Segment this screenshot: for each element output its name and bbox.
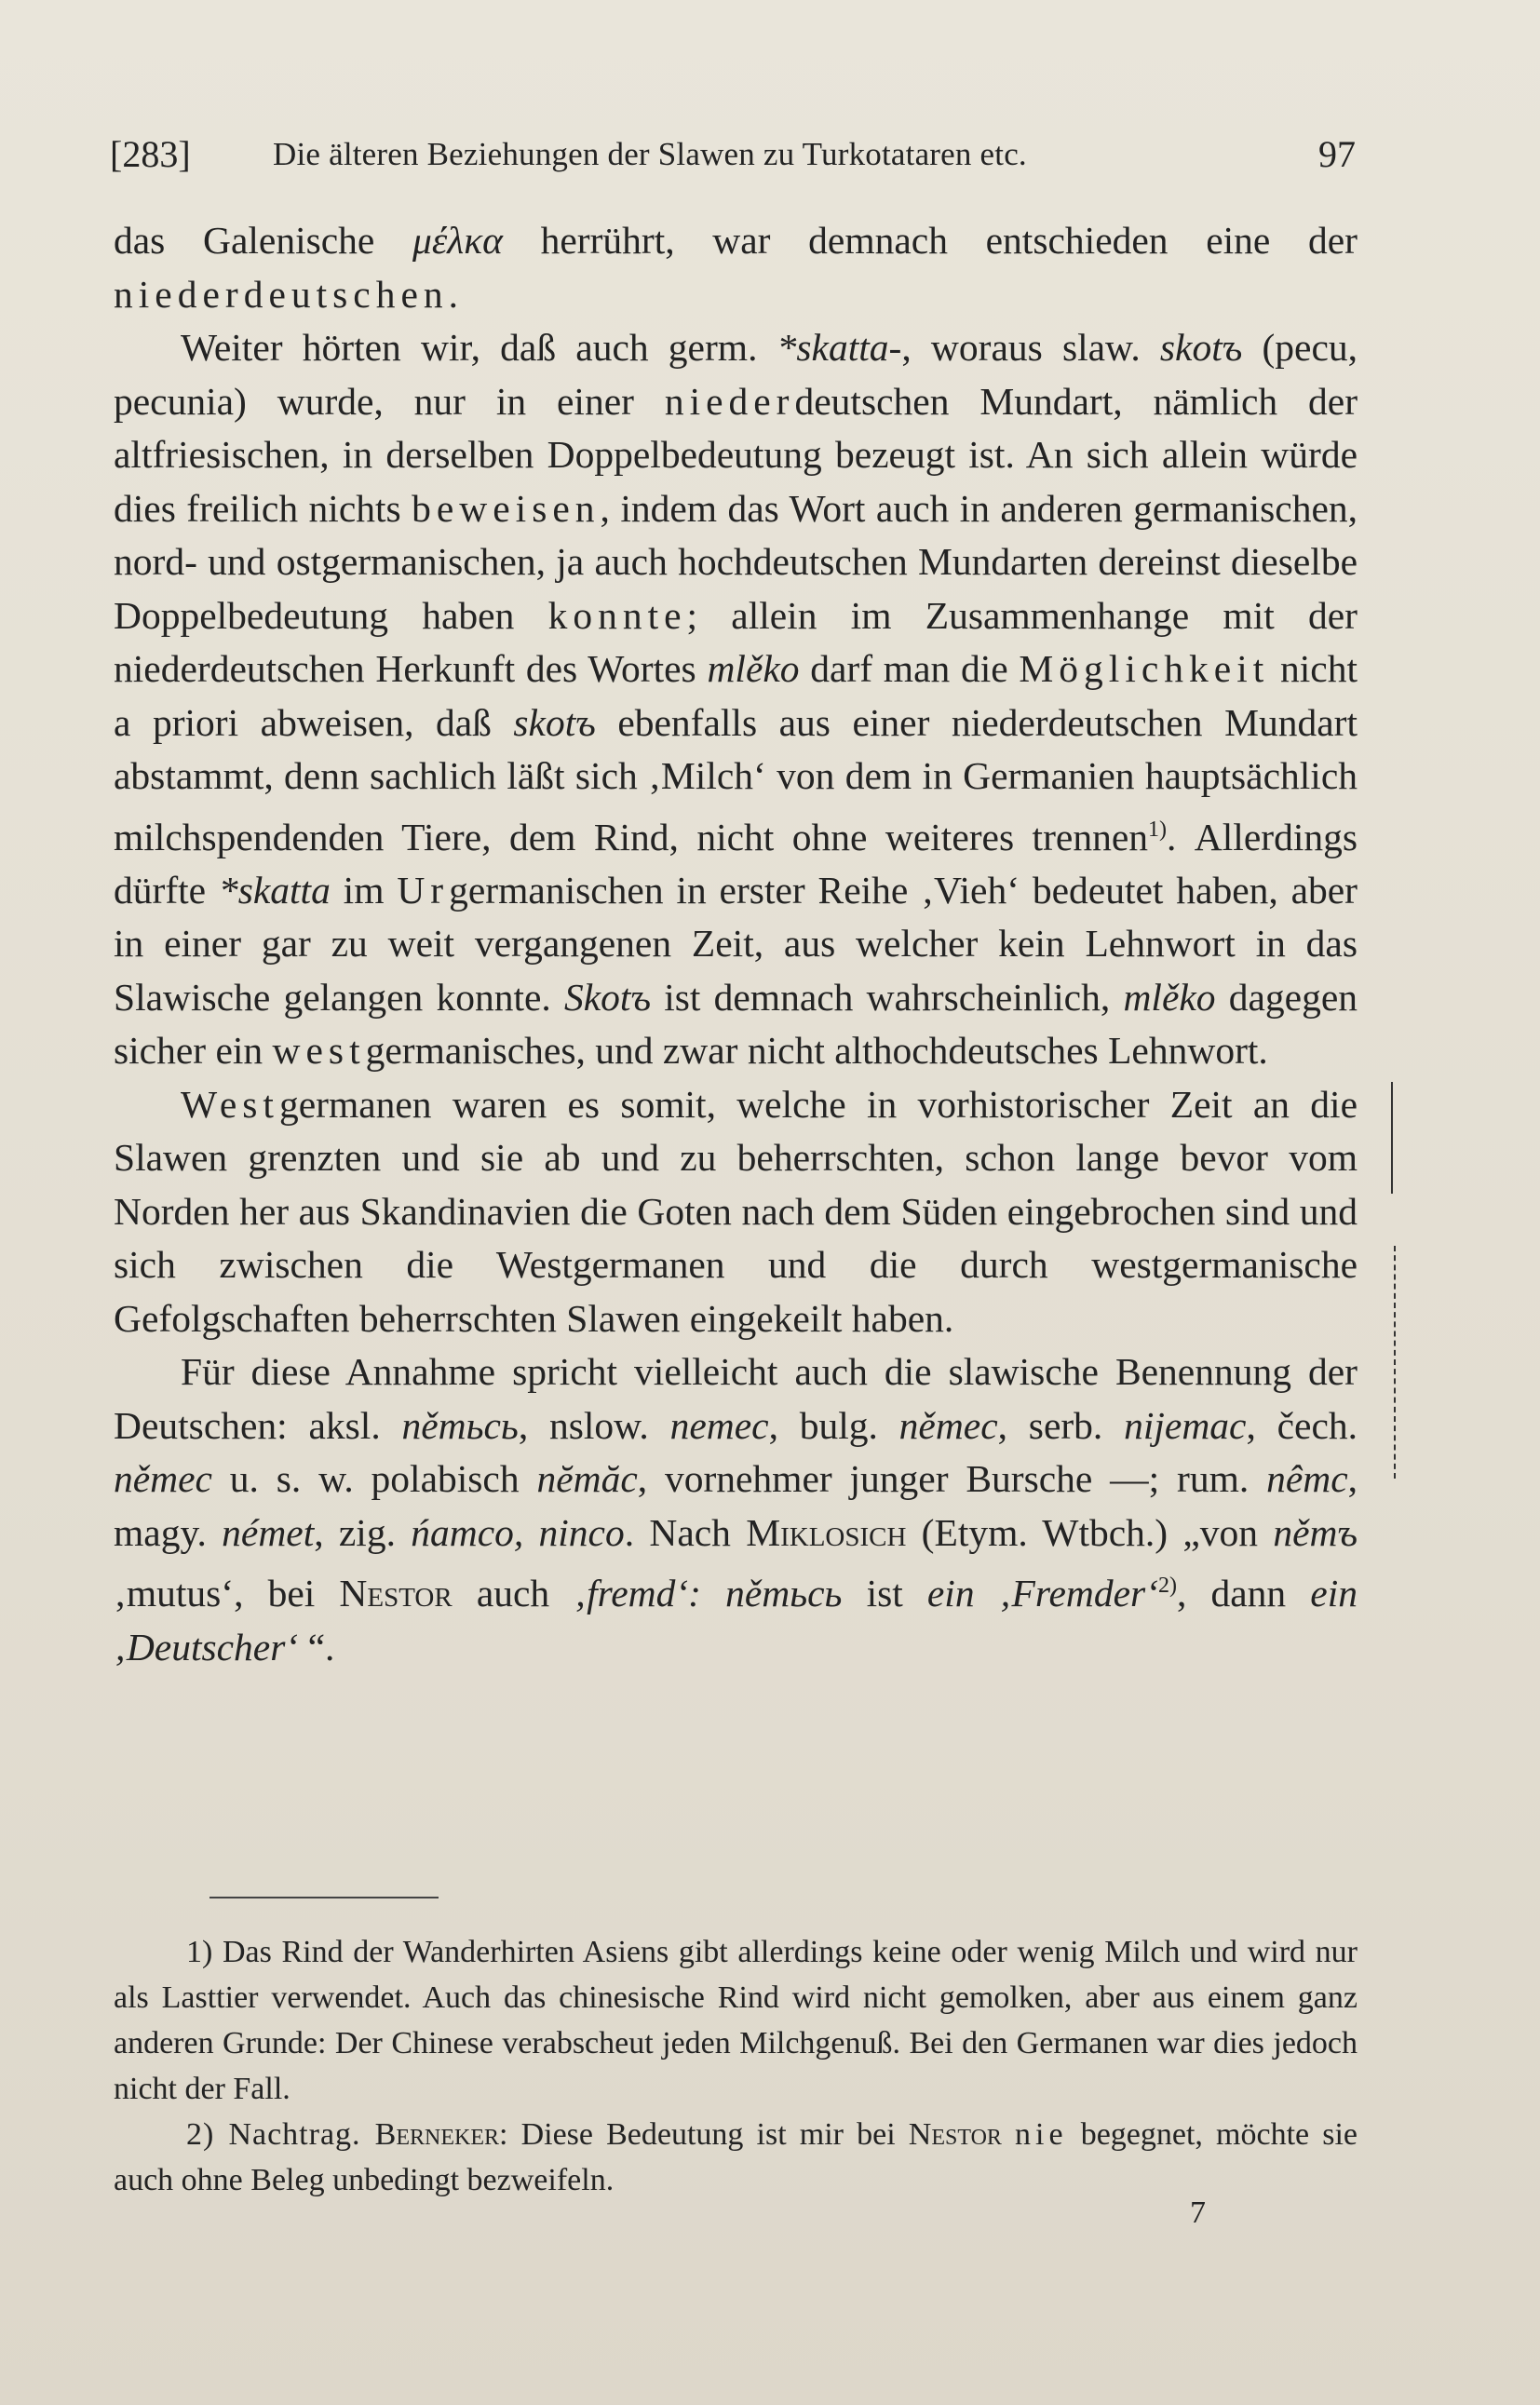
- spaced-emphasis: West: [181, 1082, 279, 1126]
- spaced-emphasis: beweisen: [412, 486, 601, 530]
- page-bracket-number: [283]: [110, 133, 191, 175]
- italic-term: *skatta-: [777, 326, 902, 369]
- author-name: Nestor: [339, 1572, 453, 1615]
- spaced-emphasis: konnte: [547, 593, 687, 637]
- text-run: im: [330, 868, 398, 912]
- page-header: [110, 132, 1356, 188]
- italic-term: nĕmăc: [536, 1457, 638, 1501]
- spaced-emphasis: niederdeutschen: [114, 272, 449, 316]
- text-run: , nslow.: [518, 1403, 670, 1447]
- page-number: 97: [1318, 133, 1356, 175]
- author-name: Miklosich: [746, 1510, 907, 1554]
- italic-term: nêmc: [1266, 1457, 1348, 1501]
- spaced-emphasis: nie: [1015, 2117, 1068, 2152]
- text-run: das Galenische: [114, 219, 413, 262]
- italic-term: *skatta: [218, 868, 331, 912]
- author-name: Nestor: [908, 2117, 1002, 2152]
- footnote-ref-2: 2): [1158, 1574, 1178, 1599]
- text-run: , vornehmer junger Bursche —; rum.: [637, 1457, 1267, 1501]
- italic-term: nemec: [669, 1403, 769, 1447]
- text-run: u. s. w. polabisch: [211, 1457, 537, 1501]
- text-run: : Diese Bedeutung ist mir bei: [499, 2117, 909, 2152]
- text-run: 2) Nachtrag.: [186, 2117, 375, 2152]
- text-run: deutschen Mundart, nämlich der altfriesischen, in derselben Doppelbedeutung bezeugt ist. An sich allein würde dies freilich nichts: [114, 379, 1358, 530]
- text-run: “.: [298, 1625, 335, 1669]
- italic-term: němъ: [1273, 1510, 1358, 1554]
- italic-term: ein ‚Deutscher‘: [114, 1572, 1358, 1669]
- text-run: dagegen sicher ein: [114, 975, 1358, 1073]
- spaced-emphasis: Möglichkeit: [1019, 647, 1270, 690]
- italic-term: mlěko: [707, 647, 800, 690]
- italic-term: skotъ: [1159, 326, 1243, 369]
- text-run: herrührt, war demnach entschieden eine der: [502, 219, 1358, 262]
- text-run: auch: [452, 1572, 574, 1615]
- italic-term: mlěko: [1123, 975, 1216, 1019]
- text-run: . Nach: [624, 1510, 747, 1554]
- text-run: (Etym. Wtbch.) „von: [906, 1510, 1274, 1554]
- text-run: , indem das Wort auch in anderen germanischen, nord- und ostgermanischen, ja auch hochdeutschen Mundarten dereinst dieselbe Doppelbedeutung haben: [114, 486, 1358, 637]
- text-run: , woraus slaw.: [901, 326, 1160, 369]
- margin-pencil-mark: [1394, 1246, 1396, 1479]
- italic-term: němьcь: [401, 1403, 519, 1447]
- greek-term: μέλκα: [412, 219, 503, 262]
- footnotes: [114, 1929, 1358, 2203]
- text-run: Für diese Annahme spricht vielleicht auch die slawische Benennung der Deutschen: aksl.: [114, 1350, 1358, 1447]
- text-run: germanischen in erster Reihe ‚Vieh‘ bedeutet haben, aber in einer gar zu weit vergangenen Zeit, aus welcher kein Lehnwort in das Slawische gelangen konnte.: [114, 868, 1358, 1019]
- italic-term: Skotъ: [564, 975, 652, 1019]
- text-run: ist: [842, 1572, 927, 1615]
- footnote-ref-1: 1): [1148, 817, 1167, 842]
- main-text: [114, 214, 1358, 1674]
- italic-term: ńamco, ninco: [411, 1510, 625, 1554]
- italic-term: ‚fremd‘: němьcь: [574, 1572, 843, 1615]
- text-run: ebenfalls aus einer niederdeutschen Mundart abstammt, denn sachlich läßt sich ‚Milch‘ von dem in Germanien hauptsächlich milchspendenden Tiere, dem Rind, nicht ohne weiteres trennen: [114, 700, 1358, 858]
- paragraph-4: [114, 1345, 1358, 1674]
- text-run: , serb.: [997, 1403, 1125, 1447]
- paragraph-3: [114, 1078, 1358, 1346]
- footnote-1: 1) Das Rind der Wanderhirten Asiens gibt allerdings keine oder wenig Milch und wird nur als Lasttier verwendet. Auch das chinesische Rind wird nicht gemolken, aber aus einem ganz anderen Grunde: Der Chinese verabscheut jeden Milchgenuß. Bei den Germanen war dies jedoch nicht der Fall.: [114, 1935, 1358, 2106]
- spaced-emphasis: west: [272, 1029, 366, 1073]
- text-run: germanen waren es somit, welche in vorhistorischer Zeit an die Slawen grenzten und sie ab und zu beherrschten, schon lange bevor vom Norden her aus Skandinavien die Goten nach dem Süden eingebrochen sind und sich zwischen die Westgermanen und die durch westgermanische Gefolgschaften beherrschten Slawen eingekeilt haben.: [114, 1082, 1358, 1340]
- footnote-2: [114, 2112, 1358, 2203]
- text-run: [1002, 2117, 1015, 2152]
- text-run: begegnet, möchte sie auch ohne Beleg unbedingt bezweifeln.: [114, 2117, 1358, 2197]
- text-run: , zig.: [314, 1510, 412, 1554]
- text-run: , čech.: [1246, 1403, 1358, 1447]
- italic-term: nijemac: [1124, 1403, 1247, 1447]
- author-name: Berneker: [374, 2117, 500, 2152]
- footnote-rule: [209, 1897, 439, 1898]
- printer-signature: 7: [1190, 2196, 1206, 2230]
- text-run: nicht a priori abweisen, daß: [114, 647, 1358, 744]
- italic-term: skotъ: [513, 700, 596, 744]
- text-run: ‚mutus‘, bei: [114, 1572, 340, 1615]
- text-run: Weiter hörten wir, daß auch germ.: [181, 326, 777, 369]
- text-run: , magy.: [114, 1457, 1358, 1554]
- spaced-emphasis: nieder: [664, 379, 795, 423]
- text-run: (pecu, pecunia) wurde, nur in einer: [114, 326, 1358, 423]
- text-run: ; allein im Zusammenhange mit der niederdeutschen Herkunft des Wortes: [114, 593, 1358, 690]
- margin-pencil-mark: [1391, 1082, 1393, 1194]
- text-run: . Allerdings dürfte: [114, 815, 1358, 912]
- text-run: germanisches, und zwar nicht althochdeutsches Lehnwort.: [365, 1029, 1268, 1073]
- text-run: , dann: [1177, 1572, 1311, 1615]
- paragraph-1: [114, 214, 1358, 321]
- paragraph-2: [114, 321, 1358, 1078]
- text-run: darf man die: [799, 647, 1020, 690]
- running-title: Die älteren Beziehungen der Slawen zu Turkotataren etc.: [273, 136, 1027, 172]
- text-run: , bulg.: [768, 1403, 899, 1447]
- text-run: ist demnach wahrscheinlich,: [651, 975, 1124, 1019]
- italic-term: ein ‚Fremder‘: [926, 1572, 1159, 1615]
- italic-term: němec: [898, 1403, 998, 1447]
- italic-term: němec: [114, 1457, 212, 1501]
- text-run: .: [448, 272, 459, 316]
- spaced-emphasis: Ur: [397, 868, 450, 912]
- italic-term: német: [222, 1510, 315, 1554]
